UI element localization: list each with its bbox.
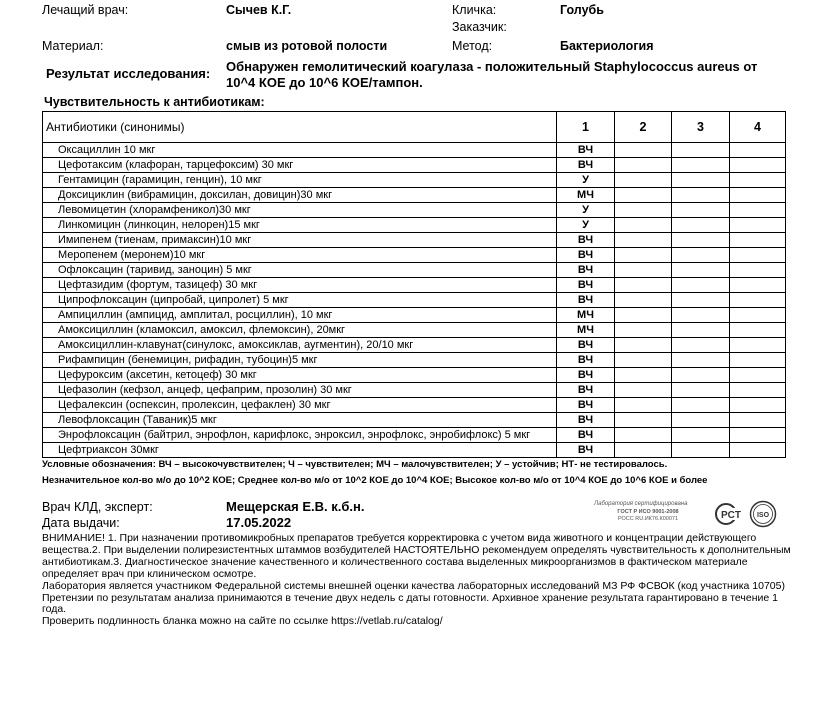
- result-cell-3: [672, 308, 730, 323]
- result-cell-1: ВЧ: [557, 338, 615, 353]
- table-row: [43, 278, 786, 293]
- result-cell-4: [730, 308, 786, 323]
- antibiotic-name: Линкомицин (линкоцин, нелорен)15 мкг: [43, 218, 557, 233]
- pct-certification-logo: [713, 502, 741, 526]
- antibiotic-name: Амоксициллин-клавунат(синулокс, амоксиклав, аугментин), 20/10 мкг: [43, 338, 557, 353]
- iso-certification-logo: [746, 500, 780, 528]
- result-cell-2: [615, 323, 672, 338]
- antibiotic-name: Ципрофлоксацин (ципробай, ципролет) 5 мкг: [43, 293, 557, 308]
- result-cell-3: [672, 248, 730, 263]
- note-fsvok: Лаборатория является участником Федеральной системы внешней оценки качества лабораторных исследований МЗ РФ ФСВОК (код участника 10705): [42, 579, 785, 592]
- customer-label: Заказчик:: [452, 20, 507, 34]
- result-cell-3: [672, 173, 730, 188]
- result-cell-1: ВЧ: [557, 368, 615, 383]
- table-row: [43, 263, 786, 278]
- result-cell-2: [615, 308, 672, 323]
- table-row: [43, 143, 786, 158]
- result-cell-2: [615, 218, 672, 233]
- table-row: [43, 188, 786, 203]
- expert-value: Мещерская Е.В. к.б.н.: [226, 499, 365, 514]
- result-cell-3: [672, 323, 730, 338]
- iso-mark-text: ISO: [756, 512, 770, 519]
- result-cell-4: [730, 203, 786, 218]
- nickname-label: Кличка:: [452, 3, 497, 17]
- table-row: [43, 308, 786, 323]
- antibiotic-name: Цефотаксим (клафоран, тарцефоксим) 30 мкг: [43, 158, 557, 173]
- result-cell-3: [672, 428, 730, 443]
- antibiotic-name: Офлоксацин (таривид, заноцин) 5 мкг: [43, 263, 557, 278]
- antibiotic-name: Цефалексин (оспексин, пролексин, цефаклен) 30 мкг: [43, 398, 557, 413]
- result-cell-3: [672, 278, 730, 293]
- antibiotic-name: Рифампицин (бенемицин, рифадин, тубоцин)5 мкг: [43, 353, 557, 368]
- note-claims: Претензии по результатам анализа принимаются в течение двух недель с даты готовности. Архивное хранение результата гарантировано в течение 1 года.: [42, 591, 778, 616]
- table-row: [43, 233, 786, 248]
- table-row: [43, 338, 786, 353]
- antibiotic-name: Цефтазидим (фортум, тазицеф) 30 мкг: [43, 278, 557, 293]
- result-cell-4: [730, 368, 786, 383]
- table-row: [43, 173, 786, 188]
- result-cell-1: МЧ: [557, 308, 615, 323]
- result-cell-1: ВЧ: [557, 278, 615, 293]
- result-cell-1: ВЧ: [557, 158, 615, 173]
- result-label: Результат исследования:: [46, 66, 211, 81]
- result-cell-4: [730, 263, 786, 278]
- result-cell-2: [615, 338, 672, 353]
- antibiotic-name: Цефуроксим (аксетин, кетоцеф) 30 мкг: [43, 368, 557, 383]
- method-label: Метод:: [452, 39, 493, 53]
- antibiotic-name: Цефтриаксон 30мкг: [43, 443, 557, 458]
- result-cell-4: [730, 188, 786, 203]
- result-cell-1: ВЧ: [557, 413, 615, 428]
- result-cell-1: У: [557, 173, 615, 188]
- result-cell-1: ВЧ: [557, 353, 615, 368]
- issue-date-label: Дата выдачи:: [42, 516, 120, 530]
- result-cell-1: ВЧ: [557, 248, 615, 263]
- column-header-2: 2: [615, 112, 672, 143]
- antibiotic-name: Гентамицин (гарамицин, генцин), 10 мкг: [43, 173, 557, 188]
- result-cell-3: [672, 233, 730, 248]
- result-cell-4: [730, 158, 786, 173]
- method-value: Бактериология: [560, 39, 654, 53]
- result-cell-1: МЧ: [557, 323, 615, 338]
- result-cell-3: [672, 413, 730, 428]
- material-value: смыв из ротовой полости: [226, 39, 388, 53]
- table-row: [43, 158, 786, 173]
- result-cell-4: [730, 383, 786, 398]
- accreditation-line-1: Лаборатория сертифицирована: [594, 501, 688, 507]
- result-cell-4: [730, 338, 786, 353]
- result-cell-4: [730, 353, 786, 368]
- result-cell-2: [615, 143, 672, 158]
- table-row: [43, 218, 786, 233]
- antibiotic-name: Доксициклин (вибрамицин, доксилан, довицин)30 мкг: [43, 188, 557, 203]
- column-header-1: 1: [557, 112, 615, 143]
- result-cell-4: [730, 173, 786, 188]
- result-cell-1: ВЧ: [557, 383, 615, 398]
- result-cell-4: [730, 233, 786, 248]
- result-cell-2: [615, 188, 672, 203]
- antibiotics-table: [42, 111, 786, 458]
- result-cell-3: [672, 383, 730, 398]
- antibiotic-name: Левофлоксацин (Таваник)5 мкг: [43, 413, 557, 428]
- table-row: [43, 383, 786, 398]
- result-cell-2: [615, 233, 672, 248]
- table-row: [43, 293, 786, 308]
- antibiotic-name: Оксациллин 10 мкг: [43, 143, 557, 158]
- result-cell-4: [730, 428, 786, 443]
- result-cell-2: [615, 383, 672, 398]
- legend-line-1: Условные обозначения: ВЧ – высокочувствителен; Ч – чувствителен; МЧ – малочувствителен; У – устойчив; НТ- не тестировалось.: [42, 459, 668, 470]
- result-cell-3: [672, 218, 730, 233]
- antibiotic-name: Меропенем (меронем)10 мкг: [43, 248, 557, 263]
- column-header-3: 3: [672, 112, 730, 143]
- result-cell-2: [615, 158, 672, 173]
- result-cell-3: [672, 203, 730, 218]
- result-cell-3: [672, 443, 730, 458]
- notes-block: [42, 533, 792, 628]
- result-cell-3: [672, 338, 730, 353]
- result-cell-3: [672, 158, 730, 173]
- result-cell-4: [730, 398, 786, 413]
- table-row: [43, 248, 786, 263]
- result-cell-4: [730, 143, 786, 158]
- doctor-value: Сычев К.Г.: [226, 3, 292, 17]
- table-row: [43, 353, 786, 368]
- note-warning: ВНИМАНИЕ! 1. При назначении противомикробных препаратов требуется корректировка с учетом вида животного и концентрации действующего вещества.2. При выделении полирезистентных штаммов возбудителей НАСТОЯТЕЛЬНО рекомендуем определять чувствительность к дополнительным антибиотикам.3. Диагностическое значение качественного и количественного состава выделенных микроорганизмов в фактическом материале определяет врач при клиническом осмотре.: [42, 532, 791, 580]
- table-row: [43, 323, 786, 338]
- result-cell-3: [672, 293, 730, 308]
- accreditation-line-2: ГОСТ Р ИСО 9001-2008: [617, 509, 679, 516]
- result-cell-4: [730, 413, 786, 428]
- result-cell-3: [672, 188, 730, 203]
- column-header-antibiotics: Антибиотики (синонимы): [43, 112, 557, 143]
- result-cell-1: ВЧ: [557, 398, 615, 413]
- column-header-4: 4: [730, 112, 786, 143]
- antibiotic-name: Амоксициллин (кламоксил, амоксил, флемоксин), 20мкг: [43, 323, 557, 338]
- issue-date-value: 17.05.2022: [226, 515, 292, 530]
- result-cell-2: [615, 263, 672, 278]
- sensitivity-title: Чувствительность к антибиотикам:: [44, 95, 265, 109]
- nickname-value: Голубь: [560, 3, 604, 17]
- result-cell-4: [730, 443, 786, 458]
- result-cell-3: [672, 353, 730, 368]
- result-cell-2: [615, 248, 672, 263]
- result-cell-2: [615, 368, 672, 383]
- result-cell-3: [672, 143, 730, 158]
- result-cell-4: [730, 278, 786, 293]
- result-cell-1: ВЧ: [557, 428, 615, 443]
- result-cell-2: [615, 413, 672, 428]
- result-cell-3: [672, 398, 730, 413]
- result-cell-1: ВЧ: [557, 263, 615, 278]
- antibiotic-name: Имипенем (тиенам, примаксин)10 мкг: [43, 233, 557, 248]
- result-cell-2: [615, 398, 672, 413]
- result-cell-1: У: [557, 218, 615, 233]
- result-cell-3: [672, 263, 730, 278]
- result-cell-1: ВЧ: [557, 233, 615, 248]
- result-cell-2: [615, 428, 672, 443]
- result-cell-4: [730, 218, 786, 233]
- table-header-row: [43, 112, 786, 143]
- table-row: [43, 413, 786, 428]
- doctor-label: Лечащий врач:: [42, 3, 129, 17]
- table-row: [43, 368, 786, 383]
- antibiotic-name: Цефазолин (кефзол, анцеф, цефаприм, прозолин) 30 мкг: [43, 383, 557, 398]
- note-verify: Проверить подлинность бланка можно на сайте по ссылке https://vetlab.ru/catalog/: [42, 615, 443, 628]
- antibiotic-name: Ампициллин (ампицид, амплитал, росциллин), 10 мкг: [43, 308, 557, 323]
- antibiotic-name: Левомицетин (хлорамфеникол)30 мкг: [43, 203, 557, 218]
- pct-mark-text: PCT: [721, 510, 741, 521]
- table-row: [43, 398, 786, 413]
- result-cell-4: [730, 248, 786, 263]
- legend-line-2: Незначительное кол-во м/о до 10^2 КОЕ; Среднее кол-во м/о от 10^2 КОЕ до 10^4 КОЕ; Высокое кол-во м/о от 10^4 КОЕ до 10^6 КОЕ и более: [42, 475, 708, 486]
- result-cell-2: [615, 293, 672, 308]
- result-cell-1: У: [557, 203, 615, 218]
- accreditation-text: [594, 501, 702, 522]
- result-cell-2: [615, 203, 672, 218]
- result-cell-1: МЧ: [557, 188, 615, 203]
- result-cell-4: [730, 323, 786, 338]
- antibiotic-name: Энрофлоксацин (байтрил, энрофлон, карифлокс, энроксил, энрофлокс, энробифлокс) 5 мкг: [43, 428, 557, 443]
- material-label: Материал:: [42, 39, 104, 53]
- result-cell-2: [615, 443, 672, 458]
- result-cell-3: [672, 368, 730, 383]
- accreditation-line-3: РОСС RU.ИК76.К00071: [617, 515, 679, 522]
- table-row: [43, 203, 786, 218]
- result-cell-1: ВЧ: [557, 443, 615, 458]
- expert-label: Врач КЛД, эксперт:: [42, 500, 153, 514]
- result-cell-2: [615, 353, 672, 368]
- table-row: [43, 428, 786, 443]
- result-cell-2: [615, 173, 672, 188]
- result-cell-2: [615, 278, 672, 293]
- result-text: Обнаружен гемолитический коагулаза - положительный Staphylococcus aureus от 10^4 КОЕ до 10^6 КОЕ/тампон.: [226, 59, 758, 90]
- table-row: [43, 443, 786, 458]
- result-cell-1: ВЧ: [557, 143, 615, 158]
- result-cell-1: ВЧ: [557, 293, 615, 308]
- result-cell-4: [730, 293, 786, 308]
